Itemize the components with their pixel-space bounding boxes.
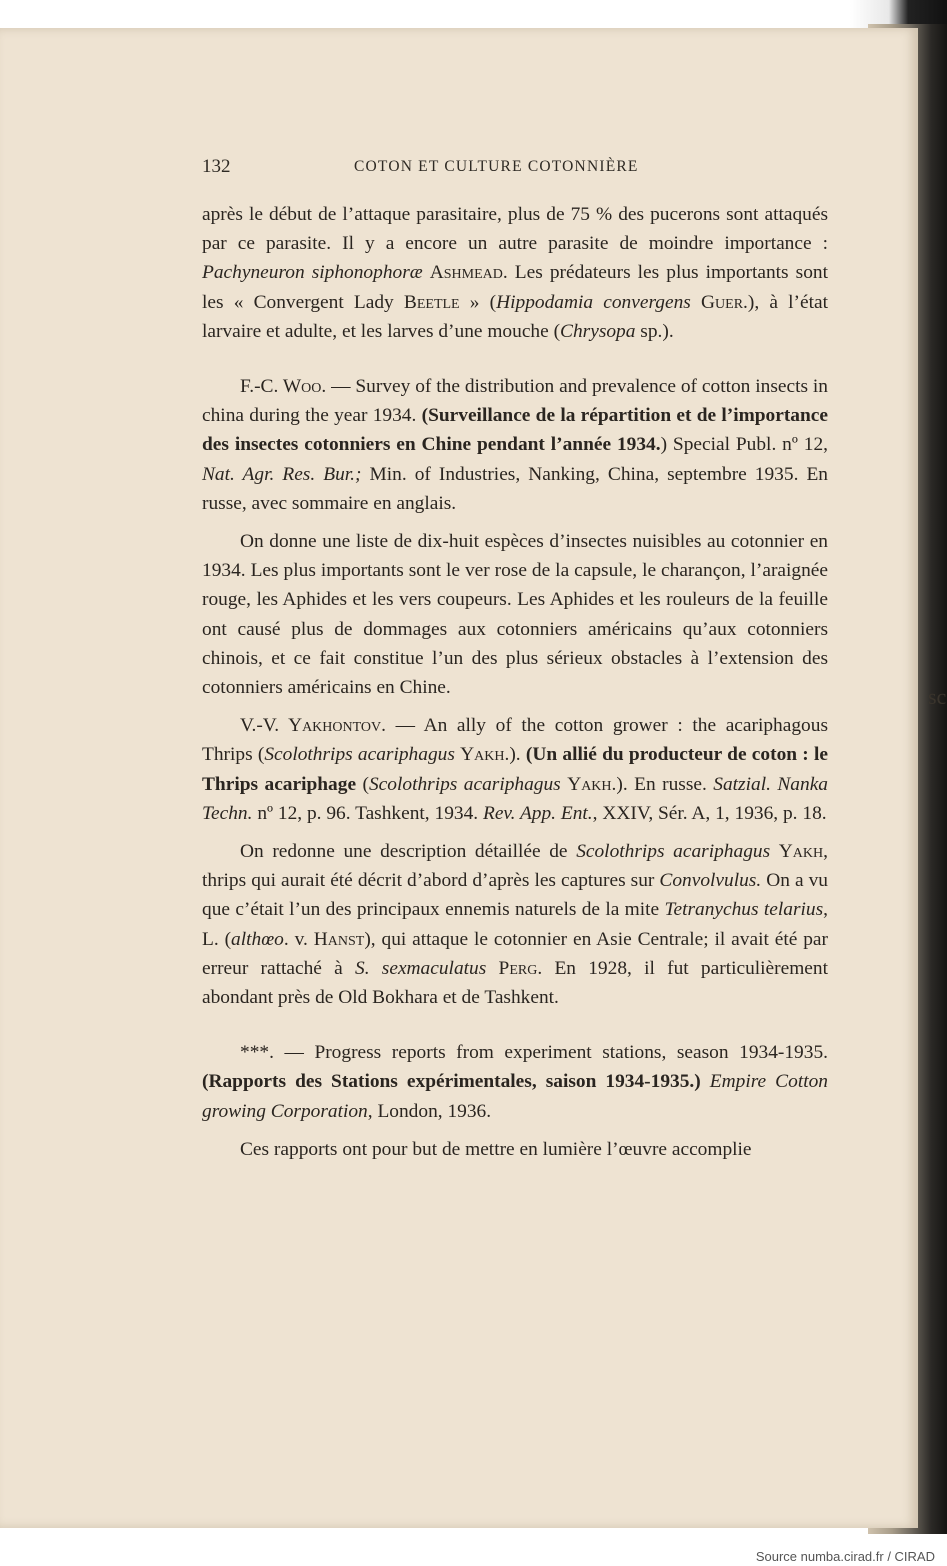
page-number: 132 — [202, 156, 231, 177]
running-title: COTON ET CULTURE COTONNIÈRE — [354, 158, 639, 175]
paragraph-progress-reports-summary: Ces rapports ont pour but de mettre en lumière l’œuvre accomplie — [240, 1138, 752, 1160]
source-credit: Source numba.cirad.fr / CIRAD — [755, 1549, 935, 1564]
reference-progress-reports: ***. — Progress reports from experiment stations, season 1934-1935. (Rapports des Stations expérimentales, saison 1934-1935.) Empire Cotton growing Corporation, London, 1936. — [202, 1042, 828, 1122]
adjacent-page-fragment: sc — [928, 684, 947, 709]
page-body — [202, 200, 828, 1164]
reference-woo: F.-C. Woo. — Survey of the distribution and prevalence of cotton insects in china during the year 1934. (Surveillance de la répartition et de l’importance des insectes cotonniers en Chine pendant l’année 1934.) Special Publ. nº 12, Nat. Agr. Res. Bur.; Min. of Industries, Nanking, China, septembre 1935. En russe, avec sommaire en anglais. — [202, 376, 829, 514]
paragraph-yakhontov-summary: On redonne une description détaillée de Scolothrips acariphagus Yakh, thrips qui aurait été décrit d’abord d’après les captures sur Convolvulus. On a vu que c’était l’un des principaux ennemis naturels de la mite Tetranychus telarius, L. (althœo. v. Hanst), qui attaque le cotonnier en Asie Centrale; il avait été par erreur rattaché à S. sexmaculatus Perg. En 1928, il fut particulièrement abondant près de Old Bokhara et de Tashkent. — [202, 841, 829, 1009]
paragraph-woo-summary: On donne une liste de dix-huit espèces d’insectes nuisibles au cotonnier en 1934. Les plus importants sont le ver rose de la capsule, le charançon, l’araignée rouge, les Aphides et les vers coupeurs. Les Aphides et les rouleurs de la feuille ont causé plus de dommages aux cotonniers américains qu’aux cotonniers chinois, et ce fait constitue l’un des plus sérieux obstacles à l’extension des cotonniers américains en Chine. — [202, 531, 828, 699]
paragraph-aphid-parasites: après le début de l’attaque parasitaire, plus de 75 % des pucerons sont attaqués par ce parasite. Il y a encore un autre parasite de moindre importance : Pachyneuron siphonophoræ Ashmead. Les prédateurs les plus importants sont les « Convergent Lady Beetle » (Hippodamia convergens Guer.), à l’état larvaire et adulte, et les larves d’une mouche (Chrysopa sp.). — [202, 204, 828, 342]
reference-yakhontov: V.-V. Yakhontov. — An ally of the cotton grower : the acariphagous Thrips (Scolothrips acariphagus Yakh.). (Un allié du producteur de coton : le Thrips acariphage (Scolothrips acariphagus Yakh.). En russe. Satzial. Nanka Techn. nº 12, p. 96. Tashkent, 1934. Rev. App. Ent., XXIV, Sér. A, 1, 1936, p. 18. — [202, 715, 828, 824]
page-header — [202, 156, 828, 186]
scan-margin-top — [0, 0, 947, 30]
